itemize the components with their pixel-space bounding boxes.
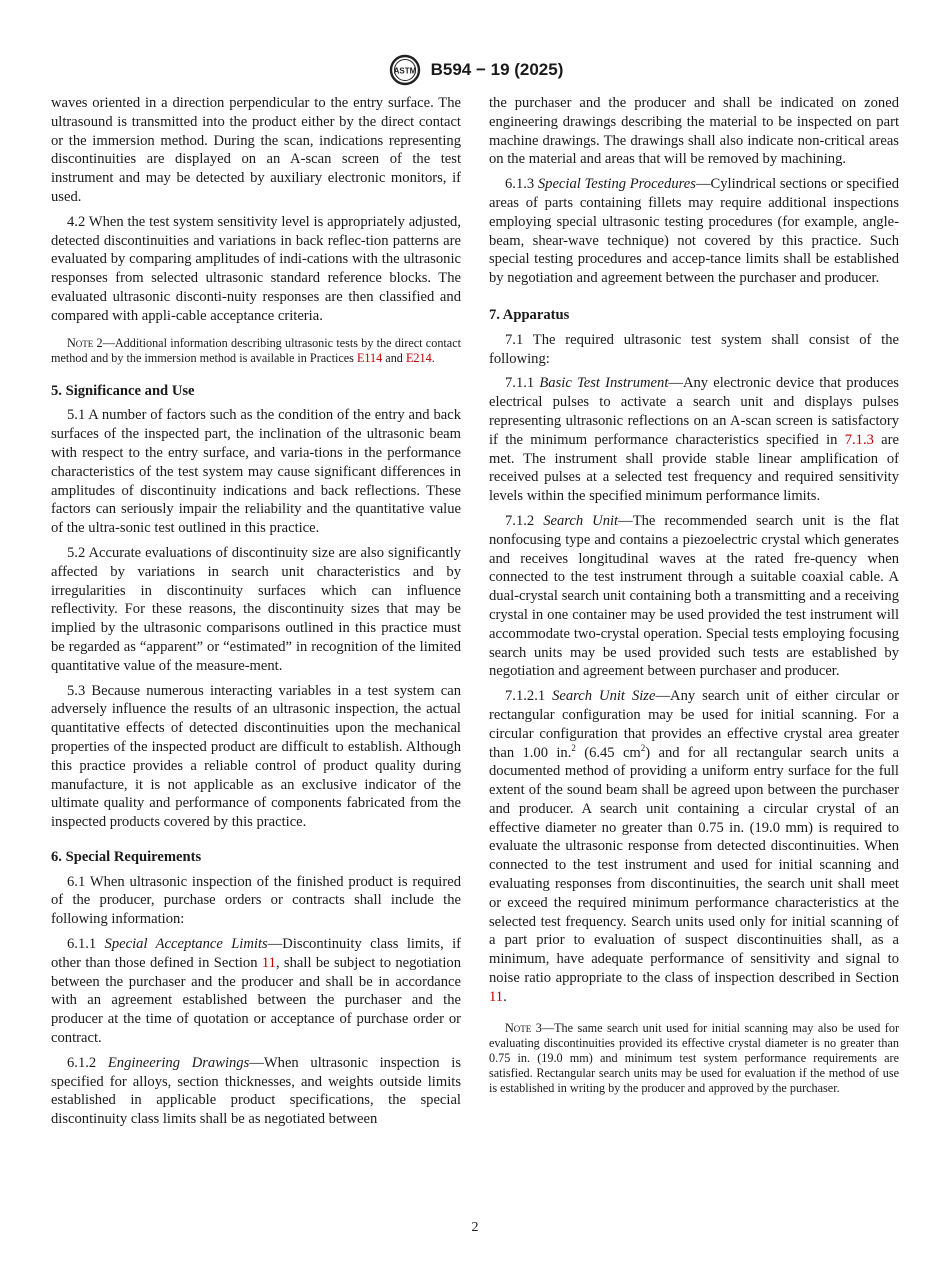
paragraph-7-1: 7.1 The required ultrasonic test system shall consist of the following: [489, 331, 899, 367]
svg-text:ASTM: ASTM [393, 66, 416, 76]
section-11-link[interactable]: 11 [489, 988, 504, 1005]
paragraph-6-1-2: 6.1.2 Engineering Drawings—When ultrasonic inspection is specified for alloys, section thicknesses, and weights outside limits established in applicable product specifications, the special discontinuity class limits shall be as negotiated between [51, 1054, 462, 1128]
section-11-link[interactable]: 11 [261, 954, 276, 971]
section-7-1-3-link[interactable]: 7.1.3 [844, 431, 874, 448]
paragraph-5-1: 5.1 A number of factors such as the condition of the entry and back surfaces of the inspected part, the inclination of the ultrasonic beam with respect to the entry surface, and varia-tions in the performance characteristics of the test system may cause significant differences in amplitudes of discontinuity indications and back reflections. These factors can seriously impair the reliability and the quantitative value of the ultra-sonic test outlined in this practice. [51, 407, 461, 537]
section-5-heading: 5. Significance and Use [51, 382, 195, 399]
paragraph-6-1-3: 6.1.3 Special Testing Procedures—Cylindrical sections or specified areas of parts containing fillets may require additional inspections employing special ultrasonic testing procedures (for example, angle-beam, shear-wave technique) not covered by this practice. Such special testing procedures and accep-tance limits shall be established by negotiation and agreement between the purchaser and producer. [489, 176, 899, 287]
page-header [0, 54, 950, 86]
note-3: Note 3—The same search unit used for initial scanning may also be used for evaluating discontinuities provided its effective crystal diameter is no greater than 0.75 in. (19.0 mm) and minimum test system performance requirements are satisfied. Rectangular search units may be used for evaluation if the method of use is established in writing by the producer and approved by the purchaser. [489, 1020, 899, 1095]
astm-logo-icon [387, 54, 423, 86]
paragraph-4-1-continued: waves oriented in a direction perpendicular to the entry surface. The ultrasound is transmitted into the product either by the direct contact or the immersion method. During the scan, indications representing discontinuities are displayed on an A-scan screen of the test instrument and may be detected by auxiliary electronic monitors, if used. [51, 95, 461, 205]
right-column [489, 94, 899, 1106]
section-6-heading: 6. Special Requirements [51, 848, 202, 865]
left-column [51, 94, 461, 1135]
paragraph-6-1: 6.1 When ultrasonic inspection of the finished product is required of the producer, purchase orders or contracts shall include the following information: [51, 873, 461, 928]
paragraph-4-2: 4.2 When the test system sensitivity level is appropriately adjusted, detected discontinuities and variations in back reflec-tion patterns are evaluated by comparing amplitudes of indi-cations with the ultrasonic responses from selected ultrasonic standard reference blocks. The evaluated ultrasonic disconti-nuity responses are then classified and compared with appli-cable acceptance criteria. [51, 213, 461, 324]
paragraph-5-2: 5.2 Accurate evaluations of discontinuity size are also significantly affected by variations in search unit characteristics and by irregularities in discontinuity surfaces which can influence reflectivity. For these reasons, the discontinuity sizes that may be implied by the ultrasonic comparisons outlined in this practice must be regarded as “apparent” or “estimated” in recognition of the limited quantitative value of the measure-ment. [51, 544, 461, 674]
note-2: Note 2—Additional information describing ultrasonic tests by the direct contact method and by the immersion method is available in Practices E114 and E214. [51, 335, 461, 365]
page-number: 2 [471, 1220, 479, 1235]
paragraph-7-1-1: 7.1.1 Basic Test Instrument—Any electronic device that produces electrical pulses to activate a search unit and displays pulses representing ultrasonic reflections on an A-scan screen is satisfactory if the minimum performance characteristics specified in 7.1.3 are met. The instrument shall provide stable linear amplification of received pulses at a selected test frequency and required sensitivity levels within the specified minimum performance limits. [489, 375, 899, 505]
paragraph-6-1-1: 6.1.1 Special Acceptance Limits—Discontinuity class limits, if other than those defined in Section 11, shall be subject to negotiation between the purchaser and the producer and shall be in accordance with an agreement established between the purchaser and the producer at the time of quotation or acceptance of purchase order or contract. [51, 936, 461, 1047]
document-designation: B594 − 19 (2025) [430, 60, 564, 79]
section-7-heading: 7. Apparatus [489, 306, 570, 323]
paragraph-7-1-2-1: 7.1.2.1 Search Unit Size—Any search unit of either circular or rectangular configuration may be used for initial scanning. For a circular configuration that provides an effective crystal area greater than 1.00 in.$^2$ (6.45 $cm^2$) and for all rectangular search units a documented method of providing a uniform entry surface for the full extent of the sound beam shall be agreed upon between the purchaser and producer. A search unit containing a circular crystal of an effective diameter no greater than 0.75 in. (19.0 mm) is required to evaluate the ultrasonic response from detected discontinuities. When connected to the test instrument and used for initial scanning and evaluating responses from discontinuities, the search unit shall meet or exceed the required minimum performance characteristics at the selected test frequency. Search units used only for initial scanning of a part prior to evaluation of suspect discontinuities shall, as a minimum, have adequate performance of sensitivity and signal to noise ratio appropriate to the class of inspection described in Section 11. [489, 688, 899, 1005]
paragraph-6-1-2-continued: the purchaser and the producer and shall be indicated on zoned engineering drawings describing the material to be inspected on part machine drawings. The drawings shall also indicate non-critical areas on the material and areas that will be removed by machining. [489, 95, 899, 168]
paragraph-7-1-2: 7.1.2 Search Unit—The recommended search unit is the flat nonfocusing type and contains a piezoelectric crystal which generates and receives longitudinal waves at the rated fre-quency when connected to the test instrument through a suitable coaxial cable. A dual-crystal search unit containing both a transmitting and a receiving crystal in one container may be used provided the test instrument will accommodate two-crystal operation. Special tests employing focusing search units may be used provided such tests are established by negotiation and agreement between purchaser and producer. [489, 512, 899, 680]
ref-e214-link[interactable]: E214 [405, 350, 432, 365]
paragraph-5-3: 5.3 Because numerous interacting variables in a test system can adversely influence the results of an ultrasonic inspection, the actual quantitative effects of detected discontinuities upon the mechanical properties of the inspected product are difficult to establish. Although this practice provides a reliable control of product quality during manufacture, it is not applicable as an exclusive indicator of the ultimate quality and performance of components fabricated from the inspected products covered by this practice. [51, 682, 461, 831]
ref-e114-link[interactable]: E114 [356, 350, 383, 365]
